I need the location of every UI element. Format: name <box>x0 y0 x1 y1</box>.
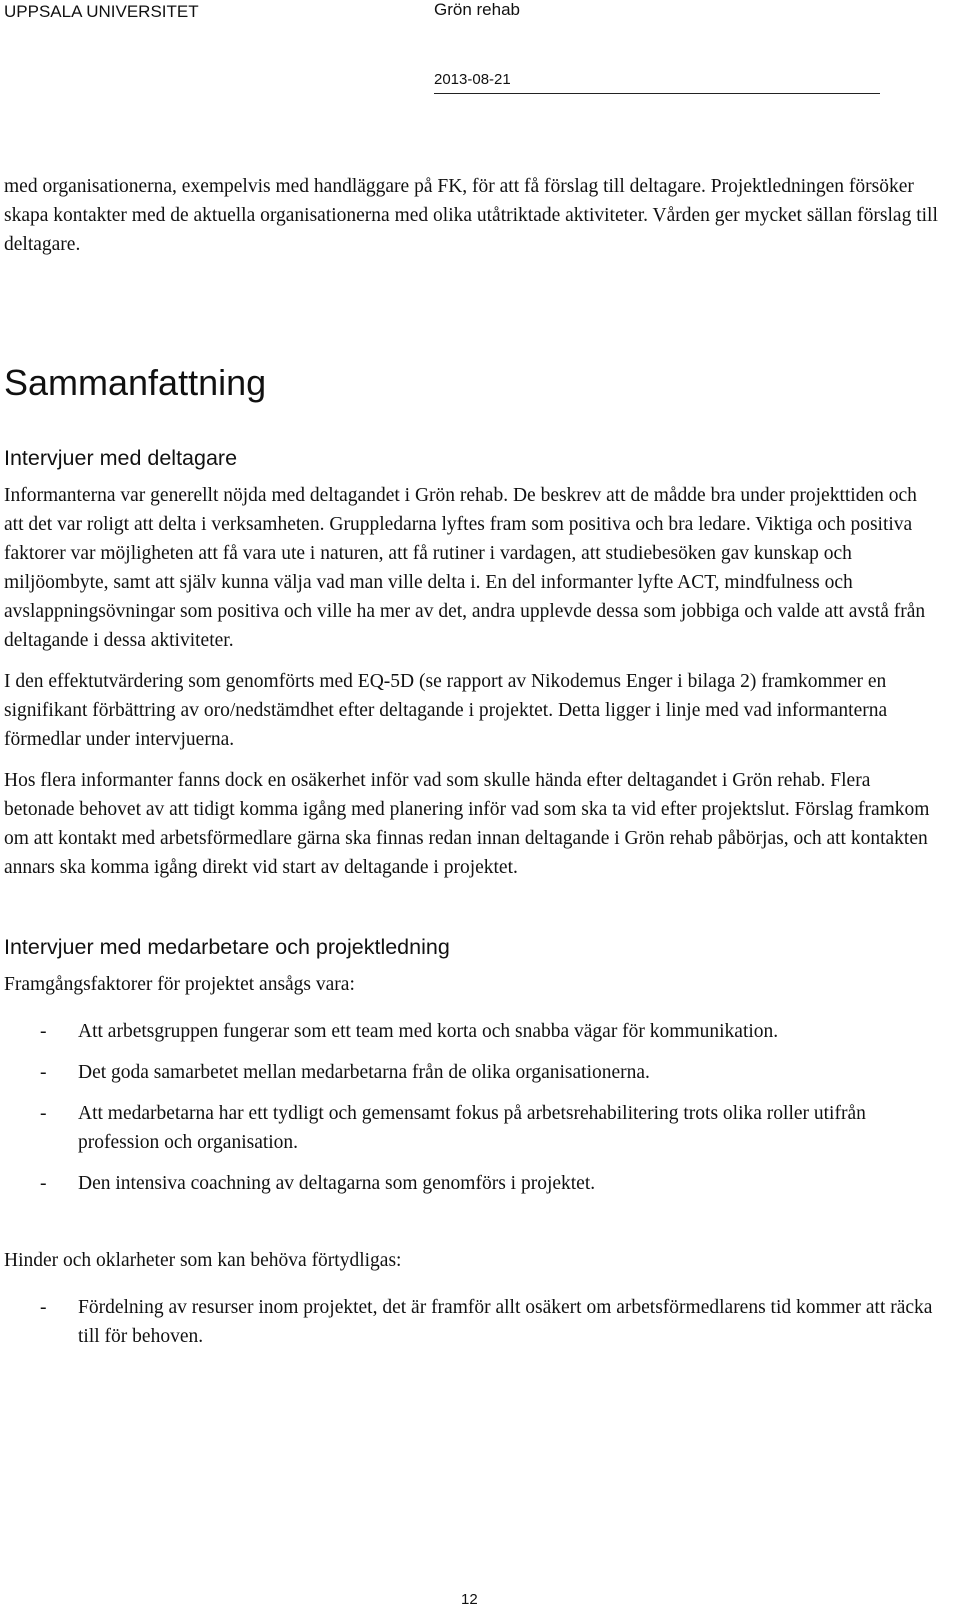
list-item-text: Att medarbetarna har ett tydligt och gemensamt fokus på arbetsrehabilitering trots olika roller utifrån profession och organisation. <box>78 1103 866 1153</box>
section-title: Sammanfattning <box>4 362 267 403</box>
success-factors-label: Framgångsfaktorer för projektet ansågs vara: <box>4 974 355 995</box>
header-divider <box>434 93 880 94</box>
paragraph: Hos flera informanter fanns dock en osäkerhet inför vad som skulle hända efter deltagandet i Grön rehab. Flera betonade behovet av att tidigt komma igång med planering inför vad som ska ta vid efter projektslut. Förslag framkom om att kontakt med arbetsförmedlare gärna ska finnas redan innan deltagande i Grön rehab påbörjas, och att kontakten annars ska komma igång direkt vid start av deltagande i projektet. <box>4 770 930 878</box>
dash-bullet: - <box>40 1021 47 1042</box>
header-project-name: Grön rehab <box>434 0 520 19</box>
header-date: 2013-08-21 <box>434 71 511 88</box>
dash-bullet: - <box>40 1173 47 1194</box>
page-header <box>0 0 880 100</box>
list-item <box>4 1293 940 1351</box>
list-item <box>4 1099 940 1157</box>
obstacles-label: Hinder och oklarheter som kan behöva förtydligas: <box>4 1250 402 1271</box>
success-factors-list <box>4 1017 940 1198</box>
dash-bullet: - <box>40 1297 47 1318</box>
list-item <box>4 1017 940 1046</box>
subheading-staff: Intervjuer med medarbetare och projektledning <box>4 935 450 959</box>
page-number: 12 <box>461 1591 478 1608</box>
list-item-text: Den intensiva coachning av deltagarna som genomförs i projektet. <box>78 1173 596 1194</box>
dash-bullet: - <box>40 1062 47 1083</box>
list-item <box>4 1058 940 1087</box>
list-item <box>4 1169 940 1198</box>
subheading-participants: Intervjuer med deltagare <box>4 446 238 470</box>
intro-paragraph: med organisationerna, exempelvis med handläggare på FK, för att få förslag till deltagare. Projektledningen försöker skapa kontakter med de aktuella organisationerna med olika utåtriktade aktiviteter. Vården ger mycket sällan förslag till deltagare. <box>4 176 938 255</box>
paragraph: I den effektutvärdering som genomförts med EQ-5D (se rapport av Nikodemus Enger i bilaga 2) framkommer en signifikant förbättring av oro/nedstämdhet efter deltagande i projektet. Detta ligger i linje med vad informanterna förmedlar under intervjuerna. <box>4 671 888 750</box>
list-item-text: Att arbetsgruppen fungerar som ett team med korta och snabba vägar för kommunikation. <box>78 1021 779 1042</box>
document-body <box>4 172 940 1351</box>
obstacles-list <box>4 1293 940 1351</box>
dash-bullet: - <box>40 1103 47 1124</box>
paragraph: Informanterna var generellt nöjda med deltagandet i Grön rehab. De beskrev att de mådde bra under projekttiden och att det var roligt att delta i verksamheten. Gruppledarna lyftes fram som positiva och bra ledare. Viktiga och positiva faktorer var möjligheten att få vara ute i naturen, att få rutiner i vardagen, att studiebesöken gav kunskap och miljöombyte, samt att själv kunna välja vad man ville delta i. En del informanter lyfte ACT, mindfulness och avslappningsövningar som positiva och ville ha mer av det, andra upplevde dessa som jobbiga och valde att avstå från deltagande i dessa aktiviteter. <box>4 485 926 651</box>
list-item-text: Det goda samarbetet mellan medarbetarna från de olika organisationerna. <box>78 1062 650 1083</box>
header-org-name: UPPSALA UNIVERSITET <box>4 2 199 21</box>
list-item-text: Fördelning av resurser inom projektet, det är framför allt osäkert om arbetsförmedlarens tid kommer att räcka till för behoven. <box>78 1297 933 1347</box>
